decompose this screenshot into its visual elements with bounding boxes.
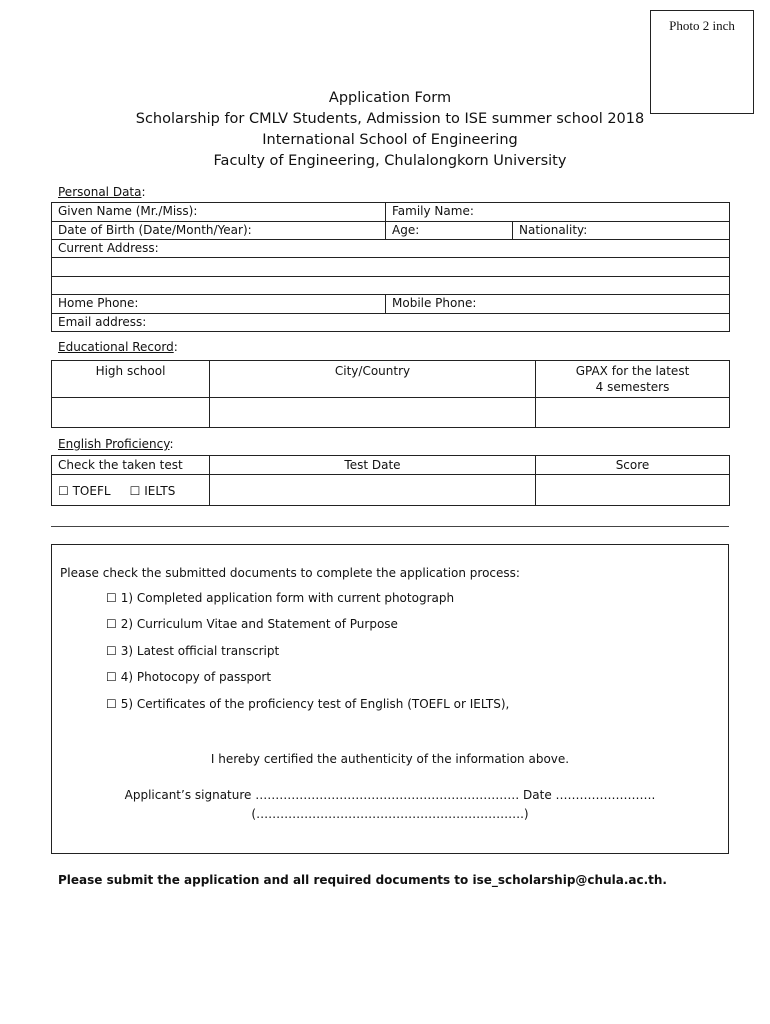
address-line-3[interactable]	[52, 277, 730, 295]
toefl-checkbox[interactable]: ☐ TOEFL	[58, 484, 111, 498]
certification-statement: I hereby certified the authenticity of the information above.	[210, 752, 570, 766]
submission-note: Please submit the application and all required documents to ise_scholarship@chula.ac.th.	[58, 873, 667, 887]
address-line-2[interactable]	[52, 258, 730, 277]
gpax-input[interactable]	[536, 398, 730, 428]
age-field[interactable]: Age:	[386, 222, 513, 240]
education-table	[51, 360, 730, 428]
score-input[interactable]	[536, 475, 730, 506]
divider	[51, 526, 729, 527]
personal-data-heading: Personal Data:	[58, 185, 146, 199]
dob-field[interactable]: Date of Birth (Date/Month/Year):	[52, 222, 386, 240]
doc-item-application-form[interactable]: ☐ 1) Completed application form with current photograph	[106, 591, 455, 605]
english-proficiency-heading: English Proficiency:	[58, 437, 174, 451]
english-table	[51, 455, 730, 506]
check-test-header: Check the taken test	[52, 456, 210, 475]
nationality-field[interactable]: Nationality:	[513, 222, 730, 240]
test-options	[52, 475, 210, 506]
home-phone-field[interactable]: Home Phone:	[52, 295, 386, 314]
personal-data-table	[51, 202, 730, 332]
current-address-field[interactable]: Current Address:	[52, 240, 730, 258]
title-line-4: Faculty of Engineering, Chulalongkorn University	[213, 153, 567, 169]
given-name-field[interactable]: Given Name (Mr./Miss):	[52, 203, 386, 222]
test-date-header: Test Date	[210, 456, 536, 475]
title-line-1: Application Form	[328, 90, 452, 106]
doc-item-english-certificate[interactable]: ☐ 5) Certificates of the proficiency test of English (TOEFL or IELTS),	[106, 697, 510, 711]
score-header: Score	[536, 456, 730, 475]
test-date-input[interactable]	[210, 475, 536, 506]
photo-label: Photo 2 inch	[669, 18, 735, 33]
ielts-checkbox[interactable]: ☐ IELTS	[129, 484, 176, 498]
educational-record-heading: Educational Record:	[58, 340, 178, 354]
gpax-header: GPAX for the latest 4 semesters	[536, 361, 730, 398]
doc-item-cv[interactable]: ☐ 2) Curriculum Vitae and Statement of Purpose	[106, 617, 398, 631]
family-name-field[interactable]: Family Name:	[386, 203, 730, 222]
printed-name-line[interactable]: (………………………………………………………….)	[251, 807, 529, 821]
doc-item-passport[interactable]: ☐ 4) Photocopy of passport	[106, 670, 272, 684]
doc-item-transcript[interactable]: ☐ 3) Latest official transcript	[106, 644, 280, 658]
email-field[interactable]: Email address:	[52, 314, 730, 332]
documents-checklist-box	[51, 544, 729, 854]
city-country-input[interactable]	[210, 398, 536, 428]
form-title	[100, 88, 680, 172]
title-line-2: Scholarship for CMLV Students, Admission to ISE summer school 2018	[135, 111, 645, 127]
high-school-header: High school	[52, 361, 210, 398]
signature-line[interactable]: Applicant’s signature ………………………………………………………… Date …………………….	[124, 788, 656, 802]
documents-intro: Please check the submitted documents to complete the application process:	[60, 566, 520, 580]
title-line-3: International School of Engineering	[262, 132, 518, 148]
city-country-header: City/Country	[210, 361, 536, 398]
mobile-phone-field[interactable]: Mobile Phone:	[386, 295, 730, 314]
high-school-input[interactable]	[52, 398, 210, 428]
